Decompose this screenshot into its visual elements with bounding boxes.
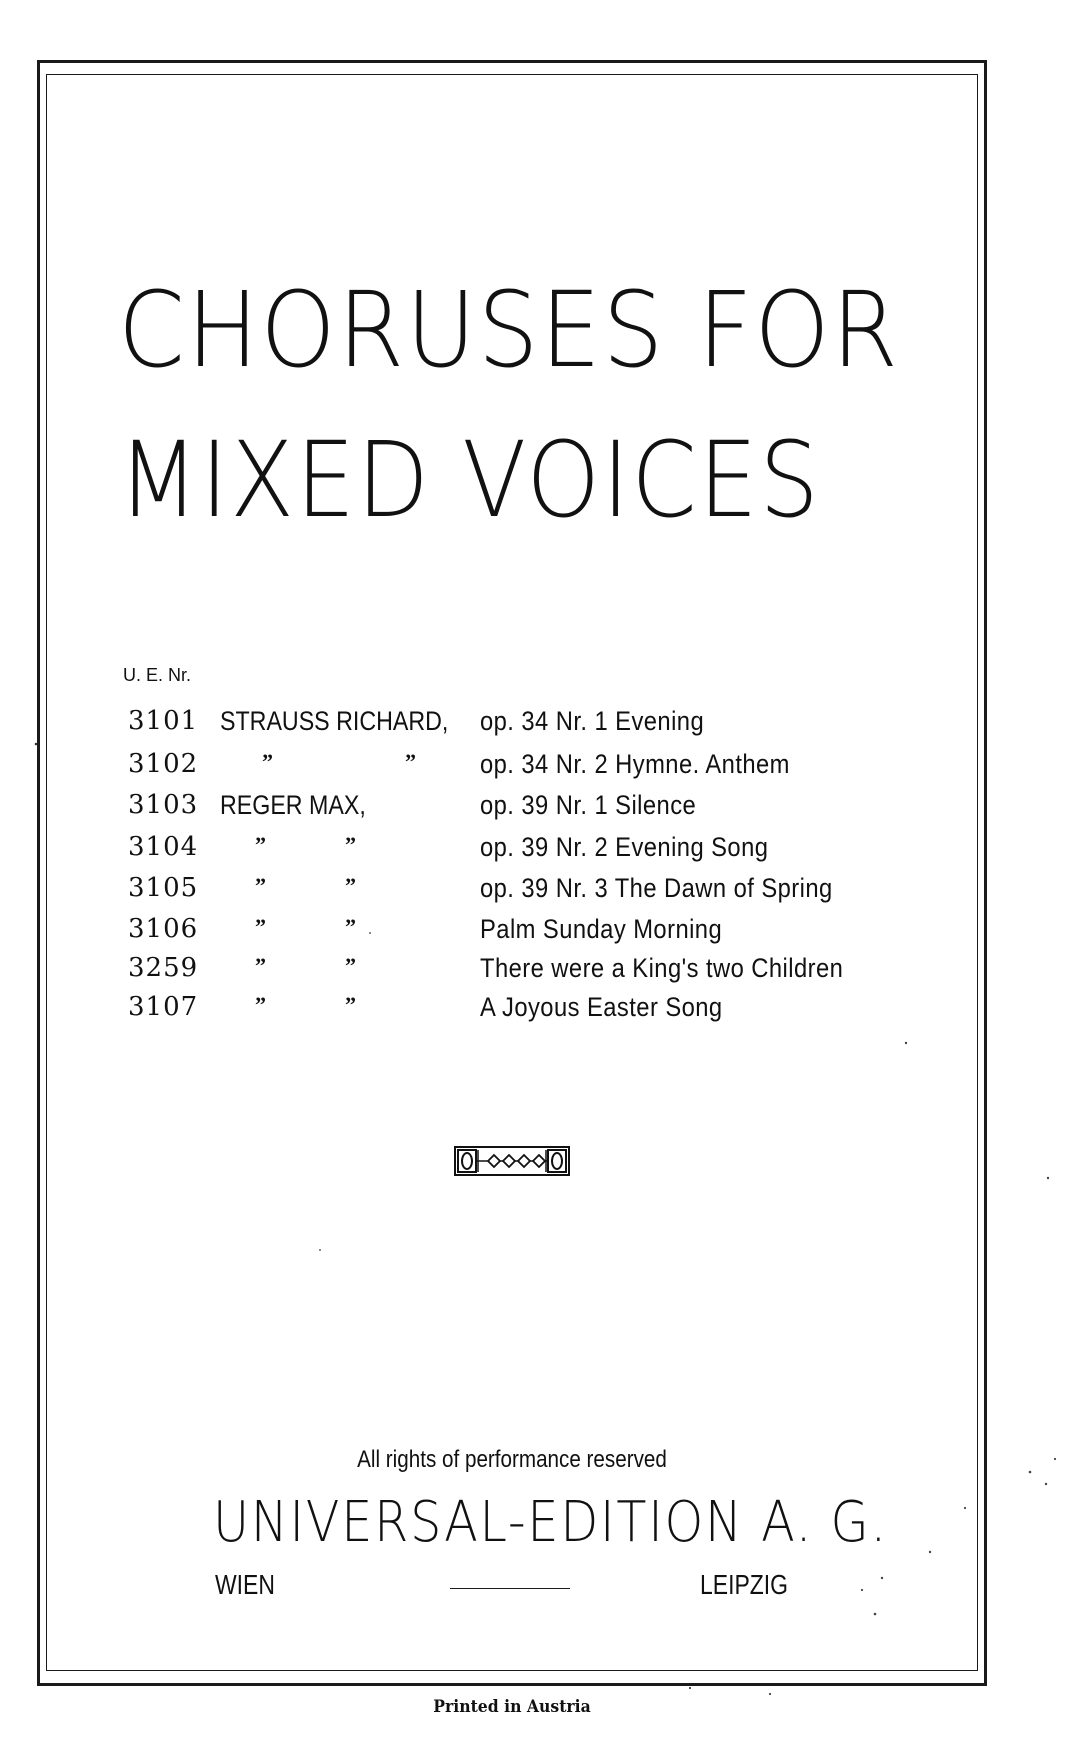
composer-name: REGER MAX, bbox=[220, 790, 366, 820]
catalog-row bbox=[0, 953, 1089, 993]
ditto-mark: ” bbox=[345, 914, 356, 939]
publisher-name: UNIVERSAL-EDITION A. G. bbox=[213, 1490, 888, 1555]
work-title: op. 39 Nr. 2 Evening Song bbox=[480, 832, 769, 862]
ditto-mark: ” bbox=[262, 749, 273, 774]
ditto-mark: ” bbox=[345, 873, 356, 898]
rights-notice: All rights of performance reserved bbox=[357, 1446, 667, 1473]
catalog-number: 3107 bbox=[128, 992, 199, 1022]
catalog-number: 3102 bbox=[128, 749, 199, 779]
ditto-mark: ” bbox=[255, 832, 266, 857]
work-title: There were a King's two Children bbox=[480, 953, 844, 983]
title-line-2: MIXED VOICES bbox=[118, 419, 821, 541]
ditto-mark: ” bbox=[345, 832, 356, 857]
catalog-row bbox=[0, 706, 1089, 746]
composer-name: STRAUSS RICHARD, bbox=[220, 706, 449, 736]
catalog-number: 3101 bbox=[128, 706, 199, 736]
title-line-1: CHORUSES FOR bbox=[118, 269, 900, 391]
ditto-mark: ” bbox=[255, 873, 266, 898]
ditto-mark: ” bbox=[345, 992, 356, 1017]
ditto-mark: ” bbox=[255, 953, 266, 978]
catalog-row bbox=[0, 914, 1089, 954]
printed-in-label: Printed in Austria bbox=[433, 1697, 591, 1717]
catalog-row bbox=[0, 790, 1089, 830]
work-title: Palm Sunday Morning bbox=[480, 914, 723, 944]
catalog-header: U. E. Nr. bbox=[123, 665, 192, 685]
catalog-number: 3103 bbox=[128, 790, 199, 820]
work-title: op. 39 Nr. 1 Silence bbox=[480, 790, 697, 820]
work-title: A Joyous Easter Song bbox=[480, 992, 723, 1022]
catalog-row bbox=[0, 873, 1089, 913]
city-vienna: WIEN bbox=[215, 1569, 275, 1600]
work-title: op. 39 Nr. 3 The Dawn of Spring bbox=[480, 873, 833, 903]
ditto-mark: ” bbox=[345, 953, 356, 978]
catalog-number: 3259 bbox=[128, 953, 199, 983]
catalog-row bbox=[0, 749, 1089, 789]
catalog-row bbox=[0, 992, 1089, 1032]
catalog-row bbox=[0, 832, 1089, 872]
city-leipzig: LEIPZIG bbox=[700, 1569, 789, 1600]
catalog-number: 3106 bbox=[128, 914, 199, 944]
work-title: op. 34 Nr. 1 Evening bbox=[480, 706, 705, 736]
catalog-number: 3104 bbox=[128, 832, 199, 862]
work-title: op. 34 Nr. 2 Hymne. Anthem bbox=[480, 749, 790, 779]
ditto-mark: ” bbox=[255, 914, 266, 939]
ditto-mark: ” bbox=[255, 992, 266, 1017]
city-divider bbox=[450, 1588, 570, 1589]
catalog-number: 3105 bbox=[128, 873, 199, 903]
ornament-icon bbox=[454, 1146, 570, 1176]
ditto-mark: ” bbox=[405, 749, 416, 774]
